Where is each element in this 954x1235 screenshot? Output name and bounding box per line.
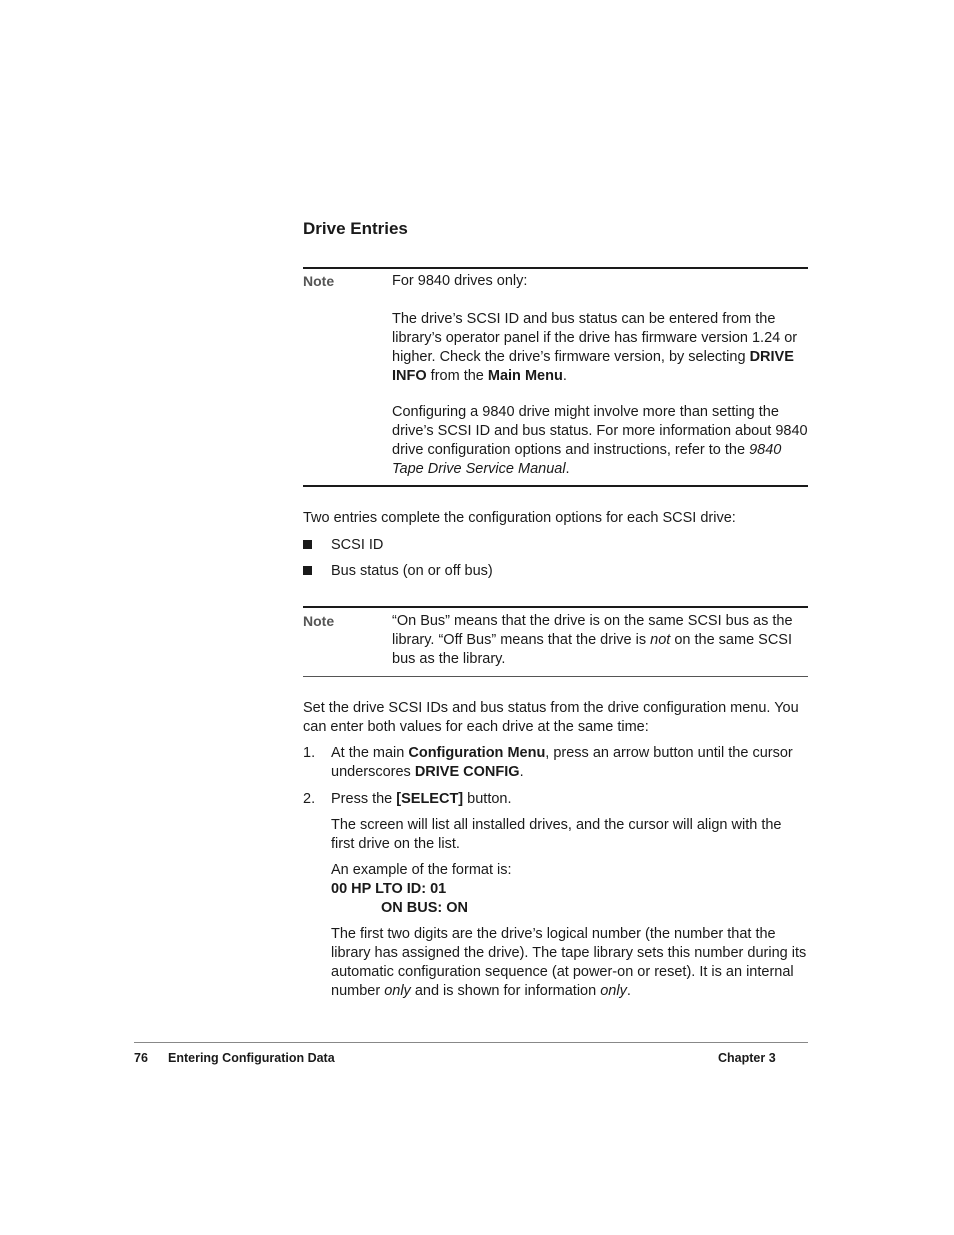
format-example-line: ON BUS: ON xyxy=(381,900,468,916)
step-number: 1. xyxy=(303,745,316,761)
note-top-rule xyxy=(303,267,808,269)
footer-section-title: Entering Configuration Data xyxy=(168,1051,335,1065)
note-bottom-rule xyxy=(303,676,808,677)
note-bottom-rule xyxy=(303,485,808,487)
step-text: At the main Configuration Menu, press an arrow button until the cursor underscores DRIVE CONFIG. xyxy=(331,745,793,780)
footer-rule xyxy=(134,1042,808,1043)
note-paragraph: “On Bus” means that the drive is on the same SCSI bus as the library. “Off Bus” means that the drive is not on the same SCSI bus as the library. xyxy=(392,613,793,667)
bullet-square-icon xyxy=(303,540,313,550)
step-paragraph: The screen will list all installed drives, and the cursor will align with the first drive on the list. xyxy=(331,817,782,852)
note-top-rule xyxy=(303,606,808,608)
step-text: Press the [SELECT] button. xyxy=(331,791,512,807)
step-paragraph: The first two digits are the drive’s logical number (the number that the library has assigned the drive). The tape library sets this number during its automatic configuration sequence (at power-on or reset). It is an internal number only and is shown for information only. xyxy=(331,926,807,999)
note-paragraph: Configuring a 9840 drive might involve more than setting the drive’s SCSI ID and bus status. For more information about 9840 drive configuration options and instructions, refer to the 9840 Tape Drive Service Manual. xyxy=(392,404,808,477)
note-label: Note xyxy=(303,613,335,629)
list-item-label: SCSI ID xyxy=(331,537,384,553)
intro-text: Two entries complete the configuration options for each SCSI drive: xyxy=(303,510,736,526)
step-paragraph: An example of the format is: xyxy=(331,862,512,878)
note-paragraph: The drive’s SCSI ID and bus status can be entered from the library’s operator panel if the drive has firmware version 1.24 or higher. Check the drive’s firmware version, by selecting DRIVE INFO from the Main Menu. xyxy=(392,311,798,384)
page-number: 76 xyxy=(134,1051,148,1065)
footer-chapter: Chapter 3 xyxy=(718,1051,776,1065)
format-example-line: 00 HP LTO ID: 01 xyxy=(331,881,447,897)
list-item-label: Bus status (on or off bus) xyxy=(331,563,493,579)
instructions-text: Set the drive SCSI IDs and bus status from the drive configuration menu. You can enter both values for each drive at the same time: xyxy=(303,700,799,735)
step-number: 2. xyxy=(303,791,316,807)
bullet-square-icon xyxy=(303,566,313,576)
note-text-line: For 9840 drives only: xyxy=(392,273,528,289)
note-label: Note xyxy=(303,273,335,289)
section-heading: Drive Entries xyxy=(303,219,408,238)
